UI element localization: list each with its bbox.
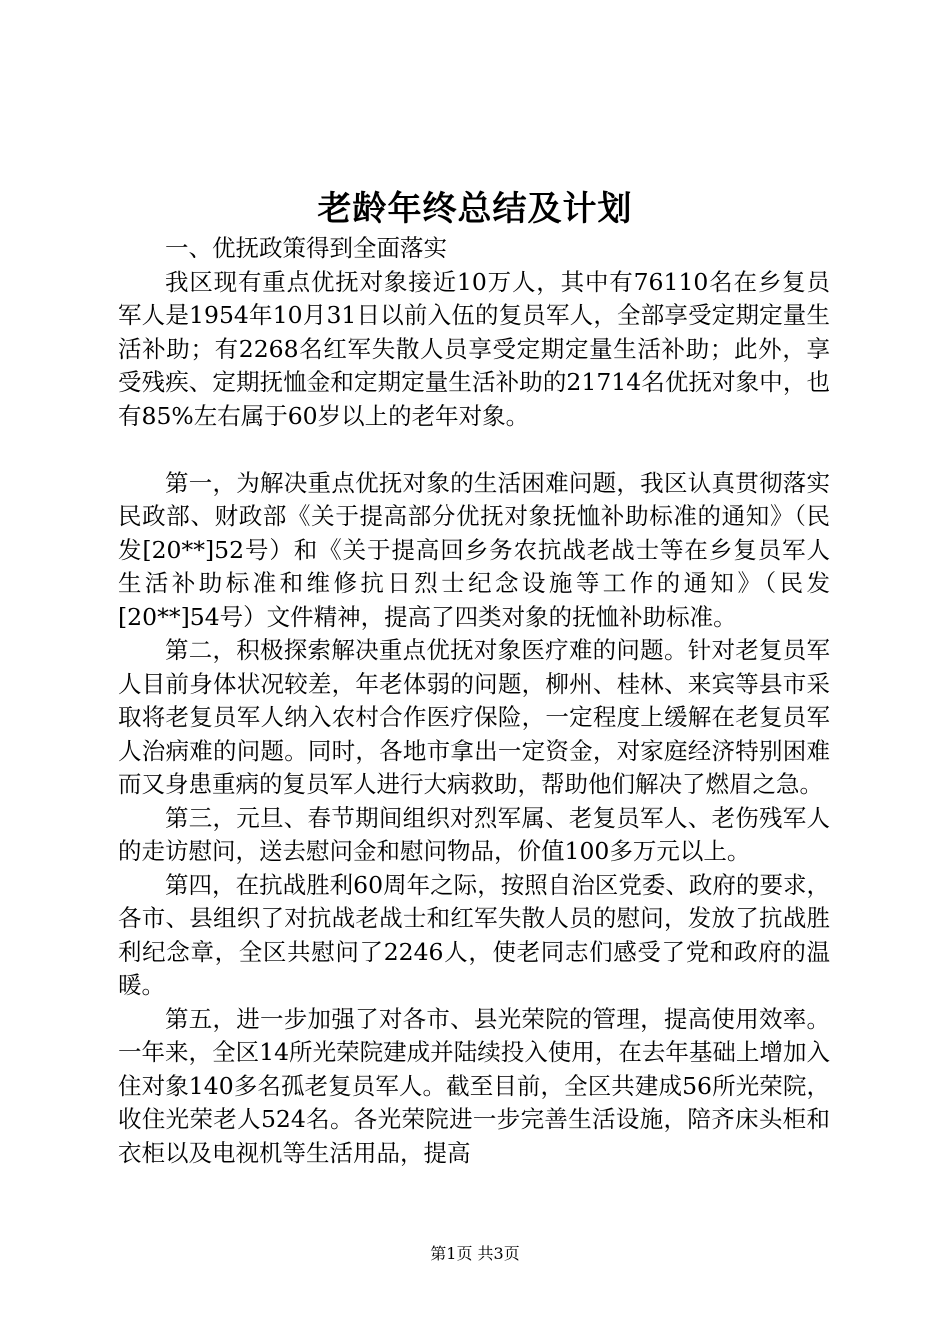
paragraph-intro: 我区现有重点优抚对象接近10万人，其中有76110名在乡复员军人是1954年10月31日以前入伍的复员军人，全部享受定期定量生活补助；有2268名红军失散人员享受定期定量生活补助；此外，享受残疾、定期抚恤金和定期定量生活补助的21714名优抚对象中，也有85%左右属于60岁以上的老年对象。 [118,267,830,430]
paragraph-second: 第二，积极探索解决重点优抚对象医疗难的问题。针对老复员军人目前身体状况较差，年老体弱的问题，柳州、桂林、来宾等县市采取将老复员军人纳入农村合作医疗保险，一定程度上缓解在老复员军人治病难的问题。同时，各地市拿出一定资金，对家庭经济特别困难而又身患重病的复员军人进行大病救助，帮助他们解决了燃眉之急。 [118,636,830,798]
paragraph-third: 第三，元旦、春节期间组织对烈军属、老复员军人、老伤残军人的走访慰问，送去慰问金和慰问物品，价值100多万元以上。 [118,803,830,865]
document-body [118,232,830,1170]
paragraph-first: 第一，为解决重点优抚对象的生活困难问题，我区认真贯彻落实民政部、财政部《关于提高部分优抚对象抚恤补助标准的通知》（民发[20**]52号）和《关于提高回乡务农抗战老战士等在乡复员军人生活补助标准和维修抗日烈士纪念设施等工作的通知》（民发[20**]54号）文件精神，提高了四类对象的抚恤补助标准。 [118,468,830,631]
paragraph-fifth: 第五，进一步加强了对各市、县光荣院的管理，提高使用效率。一年来，全区14所光荣院建成并陆续投入使用，在去年基础上增加入住对象140多名孤老复员军人。截至目前，全区共建成56所光荣院，收住光荣老人524名。各光荣院进一步完善生活设施，陪齐床头柜和衣柜以及电视机等生活用品，提高 [118,1004,830,1167]
page-number-footer: 第1页 共3页 [430,1244,520,1263]
paragraph-spacer [118,433,830,467]
document-title: 老龄年终总结及计划 [317,189,633,229]
paragraph-fourth: 第四，在抗战胜利60周年之际，按照自治区党委、政府的要求，各市、县组织了对抗战老战士和红军失散人员的慰问，发放了抗战胜利纪念章，全区共慰问了2246人，使老同志们感受了党和政府的温暖。 [118,870,830,999]
section-heading: 一、优抚政策得到全面落实 [165,234,447,262]
